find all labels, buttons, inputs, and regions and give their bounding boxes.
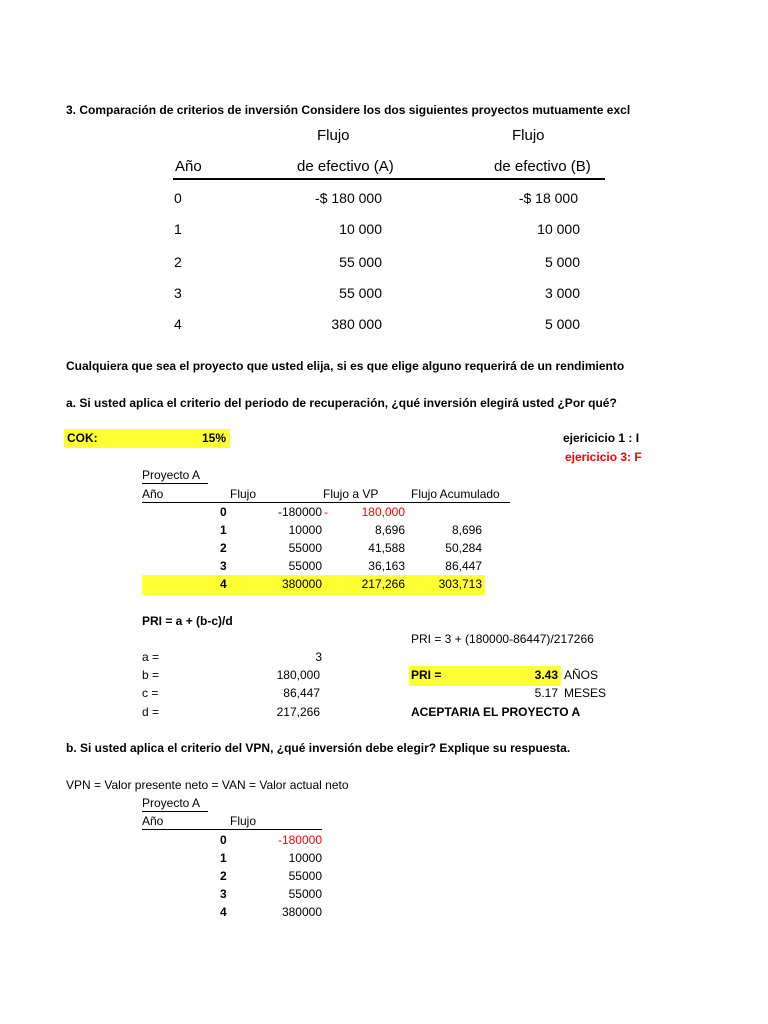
pri-months-unit: MESES <box>564 686 607 700</box>
year-header: Año <box>175 158 202 175</box>
header-flow: Flujo <box>230 487 257 501</box>
var-a-value: 3 <box>315 650 322 664</box>
col-a-top-header: Flujo <box>317 127 350 144</box>
question-title: 3. Comparación de criterios de inversión Considere los dos siguientes proyectos mutuamente excl <box>66 103 631 117</box>
cok-value: 15% <box>201 431 226 445</box>
flow-cell: 55000 <box>288 887 322 901</box>
year-cell: 0 <box>220 505 227 519</box>
flow-a-cell: 55 000 <box>339 254 382 270</box>
flow-a-cell: 10 000 <box>339 221 382 237</box>
year-cell: 2 <box>220 869 227 883</box>
year-cell: 3 <box>220 559 227 573</box>
pri-result-label: PRI = <box>411 668 442 682</box>
year-cell: 4 <box>220 905 227 919</box>
cumulative-cell: 50,284 <box>445 541 482 555</box>
flow-a-cell: 380 000 <box>331 316 382 332</box>
pri-formula-filled: PRI = 3 + (180000-86447)/217266 <box>411 632 594 646</box>
var-d-value: 217,266 <box>276 705 320 719</box>
project-a2-title-underline <box>142 811 208 812</box>
exercise-3-note: ejericicio 3: F <box>565 450 642 464</box>
flow-cell: 380000 <box>281 577 322 591</box>
flow-cell: 55000 <box>288 559 322 573</box>
header-year: Año <box>142 487 164 501</box>
question-b: b. Si usted aplica el criterio del VPN, ¿qué inversión debe elegir? Explique su respuesta. <box>66 741 571 755</box>
pv-cell: 180,000 <box>361 505 405 519</box>
header-pv-flow: Flujo a VP <box>323 487 379 501</box>
year-cell: 4 <box>220 577 227 591</box>
pv-cell: 217,266 <box>361 577 405 591</box>
flow-cell: 10000 <box>288 523 322 537</box>
var-d-label: d = <box>142 705 160 719</box>
project-a2-header-rule <box>142 829 322 830</box>
year-cell: 1 <box>220 851 227 865</box>
project-a-title: Proyecto A <box>142 468 201 482</box>
header-flow: Flujo <box>230 814 257 828</box>
pv-cell: 8,696 <box>374 523 405 537</box>
pri-months-value: 5.17 <box>534 686 558 700</box>
var-b-label: b = <box>142 668 160 682</box>
cok-label: COK: <box>67 431 98 445</box>
var-b-value: 180,000 <box>276 668 320 682</box>
col-b-top-header: Flujo <box>512 127 545 144</box>
flow-cell: 55000 <box>288 869 322 883</box>
pri-years-unit: AÑOS <box>564 668 599 682</box>
project-a2-title: Proyecto A <box>142 796 201 810</box>
cumulative-cell: 86,447 <box>445 559 482 573</box>
year-cell: 3 <box>174 285 182 301</box>
question-a: a. Si usted aplica el criterio del periodo de recuperación, ¿qué inversión elegirá usted ¿Por qué? <box>66 396 617 410</box>
flow-cell: 55000 <box>288 541 322 555</box>
vpn-definition: VPN = Valor presente neto = VAN = Valor actual neto <box>66 778 349 792</box>
year-cell: 3 <box>220 887 227 901</box>
year-cell: 4 <box>174 316 182 332</box>
header-year: Año <box>142 814 164 828</box>
year-cell: 2 <box>174 254 182 270</box>
flow-b-cell: 5 000 <box>544 254 580 270</box>
flow-b-cell: 5 000 <box>544 316 580 332</box>
flow-cell: -180000 <box>277 505 322 519</box>
year-cell: 0 <box>174 190 182 206</box>
flow-cell: 380000 <box>281 905 322 919</box>
var-c-value: 86,447 <box>283 686 320 700</box>
flow-b-cell: 10 000 <box>537 221 580 237</box>
header-cumulative-flow: Flujo Acumulado <box>411 487 500 501</box>
table1-header-rule <box>173 178 605 180</box>
pv-cell: 41,588 <box>368 541 405 555</box>
pri-formula: PRI = a + (b-c)/d <box>142 614 233 628</box>
pv-cell: 36,163 <box>368 559 405 573</box>
statement-text: Cualquiera que sea el proyecto que usted elija, si es que elige alguno requerirá de un rendimiento <box>66 359 625 373</box>
col-a-bottom-header: de efectivo (A) <box>297 158 394 175</box>
project-a-header-rule <box>142 502 510 503</box>
var-c-label: c = <box>142 686 159 700</box>
col-b-bottom-header: de efectivo (B) <box>494 158 591 175</box>
flow-cell: 10000 <box>288 851 322 865</box>
pri-conclusion: ACEPTARIA EL PROYECTO A <box>411 705 581 719</box>
exercise-1-note: ejericicio 1 : I <box>563 431 640 445</box>
flow-b-cell: -$ 18 000 <box>518 190 578 206</box>
pv-sign: - <box>324 505 328 519</box>
year-cell: 1 <box>220 523 227 537</box>
flow-b-cell: 3 000 <box>544 285 580 301</box>
flow-cell: -180000 <box>277 833 322 847</box>
cumulative-cell: 8,696 <box>451 523 482 537</box>
pri-years-value: 3.43 <box>534 668 558 682</box>
year-cell: 2 <box>220 541 227 555</box>
cumulative-cell: 303,713 <box>438 577 482 591</box>
flow-a-cell: 55 000 <box>339 285 382 301</box>
project-a-title-underline <box>142 483 208 484</box>
year-cell: 0 <box>220 833 227 847</box>
var-a-label: a = <box>142 650 160 664</box>
year-cell: 1 <box>174 221 182 237</box>
flow-a-cell: -$ 180 000 <box>315 190 382 206</box>
